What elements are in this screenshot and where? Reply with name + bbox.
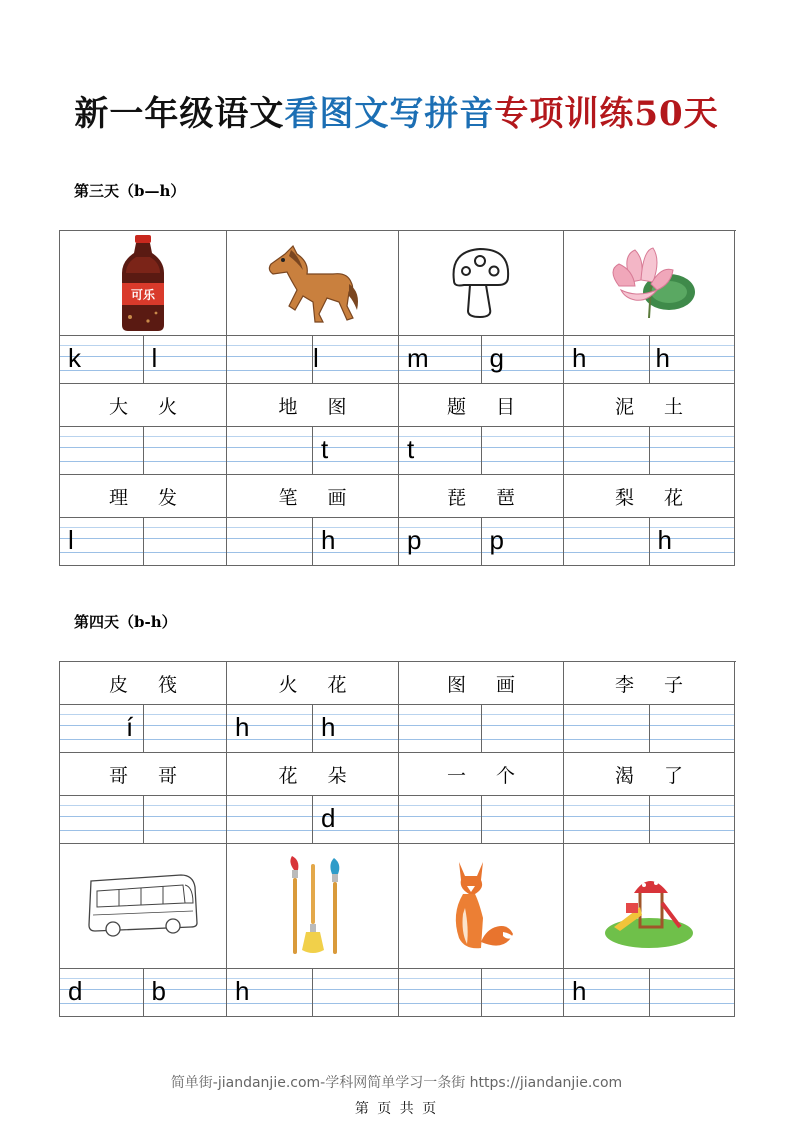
pinyin-box[interactable]: [143, 796, 227, 843]
day4-pinyin-row-1: [60, 705, 736, 753]
pinyin-box[interactable]: [60, 796, 143, 843]
pinyin-box[interactable]: b: [143, 969, 227, 1016]
pinyin-box[interactable]: [227, 796, 312, 843]
pinyin-box[interactable]: [481, 705, 564, 752]
pinyin-box[interactable]: h: [312, 705, 398, 752]
day3-word-row-1: [60, 384, 736, 427]
pinyin-box[interactable]: g: [481, 336, 564, 383]
word-cell: 梨 花: [564, 475, 735, 518]
paintbrush-icon: [278, 854, 348, 958]
word-cell: 渴 了: [564, 753, 735, 796]
lotus-icon: [601, 246, 697, 320]
word-cell: 泥 土: [564, 384, 735, 427]
word-cell: 地 图: [227, 384, 399, 427]
pinyin-box[interactable]: l: [60, 518, 143, 565]
pinyin-box[interactable]: [143, 518, 227, 565]
word-cell: 花 朵: [227, 753, 399, 796]
pinyin-box[interactable]: l: [312, 336, 398, 383]
day3-image-row: [60, 231, 736, 336]
pinyin-box[interactable]: [481, 969, 564, 1016]
day4-word-row-2: [60, 753, 736, 796]
pinyin-box[interactable]: [649, 796, 735, 843]
day4-pinyin-row-2: [60, 796, 736, 844]
day3-heading: 第三天（b—h）: [74, 182, 186, 200]
pinyin-box[interactable]: d: [60, 969, 143, 1016]
pinyin-box[interactable]: m: [399, 336, 481, 383]
day4-image-row: [60, 844, 736, 969]
word-cell: 一 个: [399, 753, 564, 796]
pinyin-box[interactable]: k: [60, 336, 143, 383]
day3-word-row-2: [60, 475, 736, 518]
pinyin-box[interactable]: h: [649, 336, 735, 383]
playground-slide-icon: [604, 863, 694, 949]
pinyin-box[interactable]: l: [143, 336, 227, 383]
word-cell: 哥 哥: [60, 753, 227, 796]
pinyin-box[interactable]: d: [312, 796, 398, 843]
cola-bottle-icon: [118, 233, 168, 333]
word-cell: 题 目: [399, 384, 564, 427]
word-cell: 李 子: [564, 662, 735, 705]
pinyin-box[interactable]: [399, 969, 481, 1016]
pinyin-box[interactable]: t: [312, 427, 398, 474]
pinyin-box[interactable]: í: [60, 705, 143, 752]
pinyin-box[interactable]: [564, 705, 649, 752]
pinyin-box[interactable]: [312, 969, 398, 1016]
pinyin-box[interactable]: h: [649, 518, 735, 565]
pinyin-box[interactable]: [564, 427, 649, 474]
pinyin-box[interactable]: [481, 796, 564, 843]
pinyin-box[interactable]: [60, 427, 143, 474]
pinyin-box[interactable]: h: [564, 336, 649, 383]
svg-text:可乐: 可乐: [130, 288, 156, 302]
pinyin-box[interactable]: [481, 427, 564, 474]
pinyin-box[interactable]: [227, 336, 312, 383]
pinyin-box[interactable]: [399, 796, 481, 843]
word-cell: 图 画: [399, 662, 564, 705]
pinyin-box[interactable]: h: [564, 969, 649, 1016]
pinyin-box[interactable]: [564, 796, 649, 843]
footer-watermark: 简单街-jiandanjie.com-学科网简单学习一条街 https://jiandanjie.com: [170, 1075, 623, 1091]
day4-pinyin-row-3: [60, 969, 736, 1017]
day3-grid: [59, 230, 736, 566]
day3-pinyin-row-3: [60, 518, 736, 566]
bus-icon: [85, 873, 201, 939]
horse-icon: [263, 240, 363, 326]
word-cell: 皮 筏: [60, 662, 227, 705]
day3-pinyin-row-2: [60, 427, 736, 475]
pinyin-box[interactable]: [143, 427, 227, 474]
pinyin-box[interactable]: [649, 427, 735, 474]
pinyin-box[interactable]: [564, 518, 649, 565]
day4-grid: [59, 661, 736, 1017]
pinyin-box[interactable]: [649, 705, 735, 752]
pinyin-box[interactable]: [399, 705, 481, 752]
pinyin-box[interactable]: h: [227, 969, 312, 1016]
pinyin-box[interactable]: [227, 427, 312, 474]
pinyin-box[interactable]: [649, 969, 735, 1016]
page-number: 第 页 共 页: [354, 1101, 439, 1117]
pinyin-box[interactable]: [227, 518, 312, 565]
day4-word-row-1: [60, 662, 736, 705]
fox-icon: [445, 858, 517, 954]
day4-heading: 第四天（b-h）: [74, 613, 177, 631]
pinyin-box[interactable]: p: [481, 518, 564, 565]
page-title: 新一年级语文看图文写拼音专项训练50天: [74, 94, 719, 134]
pinyin-box[interactable]: t: [399, 427, 481, 474]
word-cell: 理 发: [60, 475, 227, 518]
pinyin-box[interactable]: h: [227, 705, 312, 752]
word-cell: 琵 琶: [399, 475, 564, 518]
day3-pinyin-row-1: [60, 336, 736, 384]
word-cell: 火 花: [227, 662, 399, 705]
word-cell: 大 火: [60, 384, 227, 427]
pinyin-box[interactable]: h: [312, 518, 398, 565]
mushroom-icon: [450, 247, 512, 319]
word-cell: 笔 画: [227, 475, 399, 518]
pinyin-box[interactable]: [143, 705, 227, 752]
pinyin-box[interactable]: p: [399, 518, 481, 565]
